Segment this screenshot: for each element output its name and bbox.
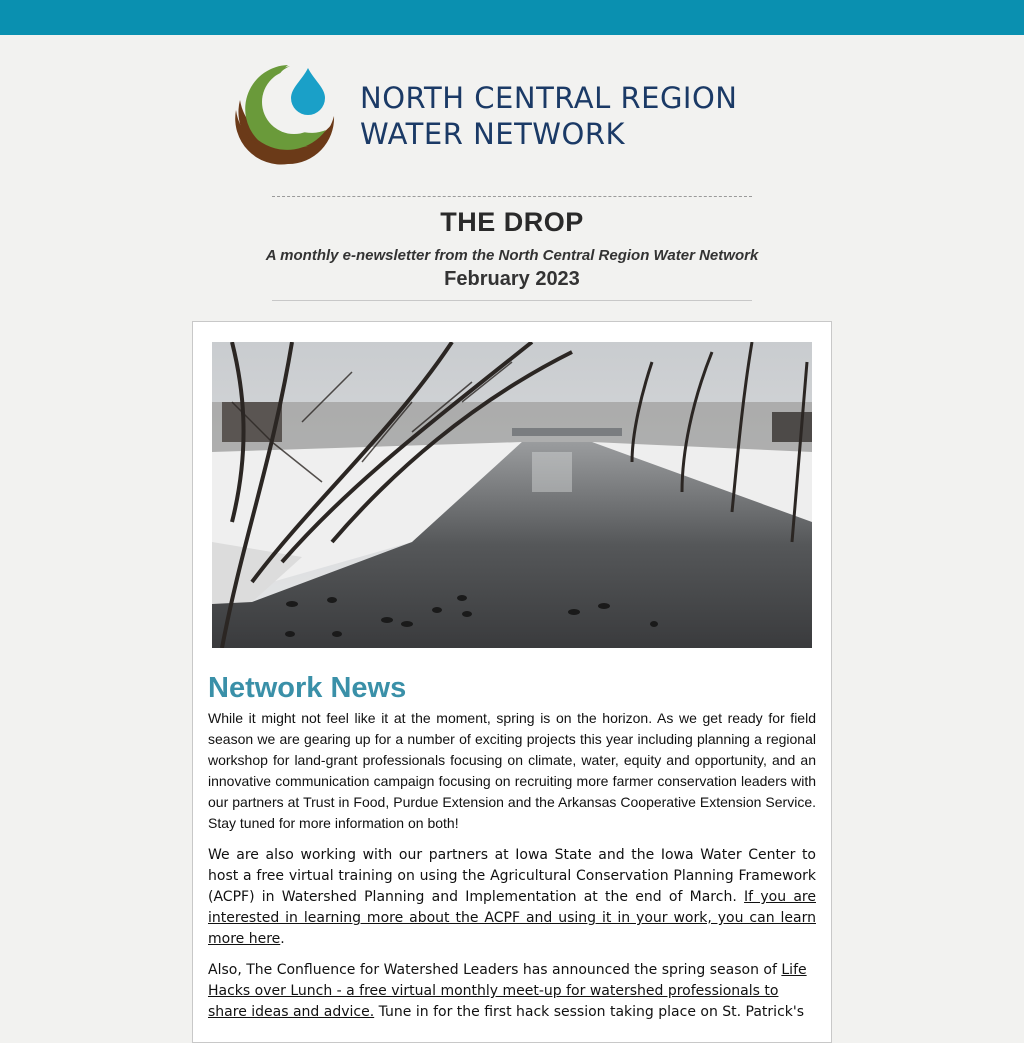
life-hacks-link[interactable]: Life Hacks over Lunch - a free virtual monthly meet-up for watershed professionals to share ideas and advice. [208, 962, 807, 1020]
newsletter-date: February 2023 [444, 268, 580, 290]
divider-solid [272, 300, 752, 301]
paragraph-3-end: Tune in for the first hack session taking place on St. Patrick's [374, 1004, 805, 1020]
water-drop-crescent-logo-icon [228, 60, 348, 175]
logo-line-2: WATER NETWORK [360, 117, 625, 151]
divider-dashed [272, 196, 752, 197]
paragraph-2 [208, 845, 816, 950]
logo-line-1: NORTH CENTRAL REGION [360, 81, 738, 115]
paragraph-3-text: Also, The Confluence for Watershed Leaders has announced the spring season of [208, 962, 782, 978]
paragraph-2-end: . [280, 931, 285, 947]
acpf-learn-more-link[interactable]: If you are interested in learning more about the ACPF and using it in your work, you can learn more here [208, 889, 816, 947]
newsletter-title: THE DROP [440, 207, 584, 237]
paragraph-1: While it might not feel like it at the moment, spring is on the horizon. As we get ready for field season we are gearing up for a number of exciting projects this year including planning a regional workshop for land-grant professionals focusing on climate, water, equity and opportunity, and an innovative communication campaign focusing on recruiting more farmer conservation leaders with our partners at Trust in Food, Purdue Extension and the Arkansas Cooperative Extension Service. Stay tuned for more information on both! [208, 710, 816, 831]
newsletter-subtitle: A monthly e-newsletter from the North Central Region Water Network [265, 247, 759, 264]
top-bar [0, 0, 1024, 35]
logo[interactable] [228, 60, 808, 175]
logo-text [360, 80, 737, 152]
content-card [192, 321, 832, 1043]
paragraph-2-text: We are also working with our partners at Iowa State and the Iowa Water Center to host a free virtual training on using the Agricultural Conservation Planning Framework (ACPF) in Watershed Planning and Implementation at the end of March. [208, 847, 816, 905]
snowy-river-with-ducks-photo [212, 342, 812, 648]
paragraph-3 [208, 960, 816, 1023]
section-heading: Network News [208, 672, 407, 704]
